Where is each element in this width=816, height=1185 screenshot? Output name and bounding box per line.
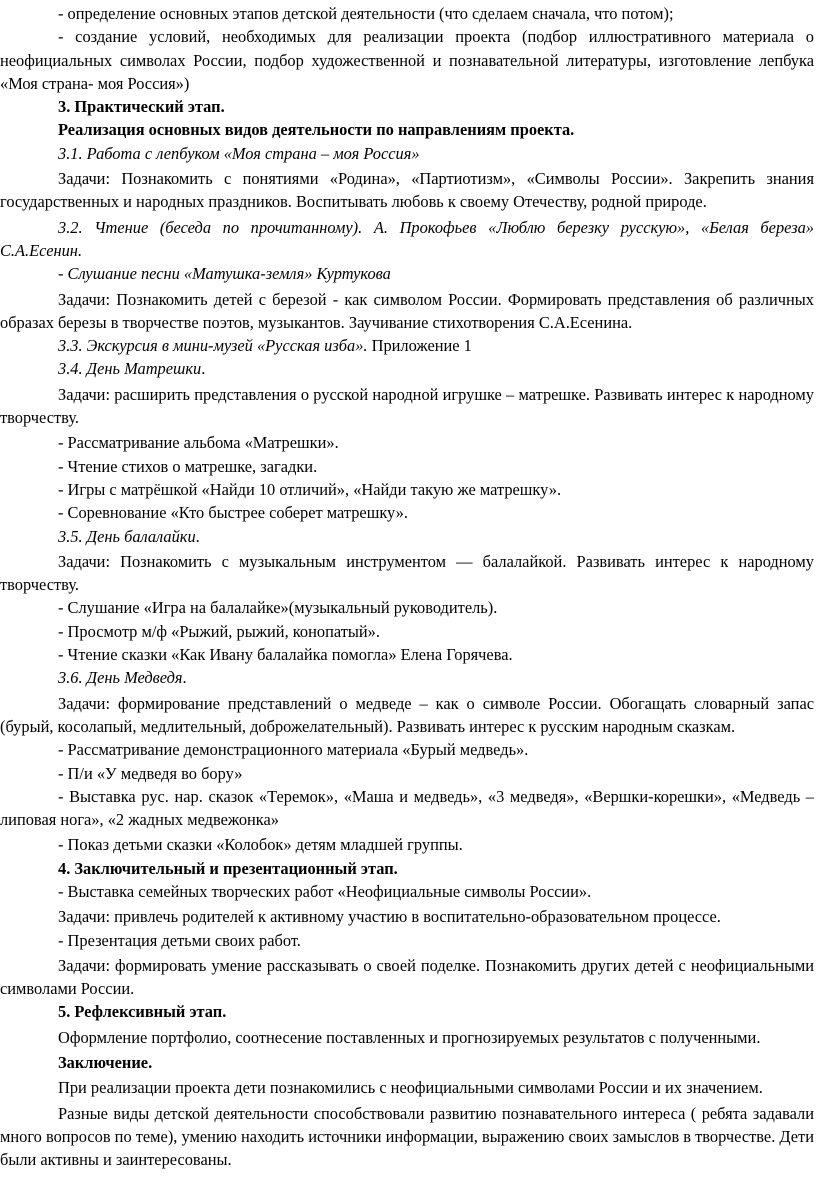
text-run: - Презентация детьми своих работ. <box>58 930 301 950</box>
text-run: - Чтение сказки «Как Ивану балалайка помогла» Елена Горячева. <box>58 645 513 665</box>
paragraph <box>0 525 816 548</box>
paragraph <box>0 596 816 619</box>
paragraph <box>0 1026 816 1049</box>
paragraph <box>0 142 816 165</box>
italic-text: - Слушание песни «Матушка-земля» Куртукова <box>58 264 391 284</box>
heading-text: 5. Рефлексивный этап. <box>58 1002 227 1022</box>
text-run: . <box>182 668 187 688</box>
italic-text: 3.5. День балалайки <box>58 526 196 546</box>
paragraph <box>0 643 816 666</box>
paragraph <box>0 954 816 1001</box>
italic-text: 3.2. Чтение (беседа по прочитанному). А. Прокофьев «Люблю березку русскую», «Белая береза» С.А.Есенин. <box>0 217 814 260</box>
paragraph <box>0 25 816 95</box>
text-run: - Игры с матрёшкой «Найди 10 отличий», «Найди такую же матрешку». <box>58 479 562 499</box>
text-run: Задачи: формировать умение рассказывать о своей поделке. Познакомить других детей с неофициальными символами России. <box>0 955 814 999</box>
italic-text: 3.3. Экскурсия в мини-музей «Русская изба». <box>58 336 368 356</box>
paragraph <box>0 95 816 118</box>
paragraph <box>0 118 816 141</box>
text-run: - Слушание «Игра на балалайке»(музыкальный руководитель). <box>58 598 498 618</box>
text-run: - Рассматривание демонстрационного материала «Бурый медведь». <box>58 740 529 760</box>
italic-text: 3.6. День Медведя <box>58 668 183 688</box>
paragraph <box>0 929 816 952</box>
paragraph <box>0 692 816 739</box>
text-run: Задачи: Познакомить с музыкальным инструментом — балалайкой. Развивать интерес к народному творчеству. <box>0 551 814 595</box>
text-run: - определение основных этапов детской деятельности (что сделаем сначала, что потом); <box>58 4 674 23</box>
paragraph <box>0 620 816 643</box>
text-run: - Выставка рус. нар. сказок «Теремок», «Маша и медведь», «3 медведя», «Вершки-корешки», «Медведь – липовая нога», «2 жадных медвежонка» <box>0 786 814 830</box>
text-run: При реализации проекта дети познакомились с неофициальными символами России и их значением. <box>58 1078 763 1098</box>
paragraph <box>0 785 816 832</box>
paragraph <box>0 357 816 380</box>
paragraph <box>0 501 816 524</box>
italic-text: 3.4. День Матрешки <box>58 359 202 379</box>
paragraph <box>0 550 816 597</box>
text-run: - Чтение стихов о матрешке, загадки. <box>58 456 318 476</box>
text-run: . <box>195 526 200 546</box>
paragraph <box>0 431 816 454</box>
text-run: - П/и «У медведя во бору» <box>58 763 243 783</box>
text-run: - Показ детьми сказки «Колобок» детям младшей группы. <box>58 835 463 855</box>
text-run: - Выставка семейных творческих работ «Неофициальные символы России». <box>58 881 592 901</box>
text-run: Задачи: расширить представления о русской народной игрушке – матрешке. Развивать интерес к народному творчеству. <box>0 384 814 428</box>
text-run: Задачи: формирование представлений о медведе – как о символе России. Обогащать словарный запас (бурый, косолапый, медлительный, доброжелательный). Развивать интерес к русским народным сказкам. <box>0 693 814 736</box>
paragraph <box>0 857 816 880</box>
text-run: - Просмотр м/ф «Рыжий, рыжий, конопатый». <box>58 621 380 641</box>
text-run: . <box>201 359 206 379</box>
paragraph <box>0 383 816 430</box>
paragraph <box>0 738 816 761</box>
paragraph <box>0 167 816 214</box>
paragraph <box>0 905 816 928</box>
paragraph <box>0 288 816 335</box>
text-run: - Соревнование «Кто быстрее соберет матрешку». <box>58 503 408 523</box>
paragraph <box>0 1076 816 1099</box>
paragraph <box>0 478 816 501</box>
text-run: Задачи: привлечь родителей к активному участию в воспитательно-образовательном процессе. <box>58 907 721 927</box>
text-run: Задачи: Познакомить с понятиями «Родина», «Партиотизм», «Символы России». Закрепить знания государственных и народных праздников. Воспитывать любовь к своему Отечеству, родной природе. <box>0 169 814 212</box>
paragraph <box>0 1051 816 1074</box>
paragraph <box>0 1000 816 1023</box>
paragraph <box>0 334 816 357</box>
text-run: Задачи: Познакомить детей с березой - как символом России. Формировать представления об различных образах березы в творчестве поэтов, музыкантов. Заучивание стихотворения С.А.Есенина. <box>0 289 814 332</box>
text-run: - Рассматривание альбома «Матрешки». <box>58 433 339 453</box>
text-run: Разные виды детской деятельности способствовали развитию познавательного интереса ( ребята задавали много вопросов по теме), умению находить источники информации, выражению своих замыслов в творчестве. Дети были активны и заинтересованы. <box>0 1103 814 1170</box>
text-run: - создание условий, необходимых для реализации проекта (подбор иллюстративного материала о неофициальных символах России, подбор художественной и познавательной литературы, изготовление лепбука «Моя страна- моя Россия») <box>0 27 814 93</box>
paragraph <box>0 833 816 856</box>
paragraph <box>0 2 816 25</box>
paragraph <box>0 455 816 478</box>
paragraph <box>0 1102 816 1172</box>
italic-text: 3.1. Работа с лепбуком «Моя страна – моя Россия» <box>58 143 420 163</box>
text-run: Приложение 1 <box>367 336 472 356</box>
paragraph <box>0 762 816 785</box>
heading-text: 3. Практический этап. <box>58 97 225 117</box>
heading-text: 4. Заключительный и презентационный этап. <box>58 858 398 878</box>
text-run: Оформление портфолио, соотнесение поставленных и прогнозируемых результатов с полученными. <box>58 1027 761 1047</box>
paragraph <box>0 666 816 689</box>
heading-text: Реализация основных видов деятельности по направлениям проекта. <box>58 120 575 140</box>
heading-text: Заключение. <box>58 1053 153 1073</box>
paragraph <box>0 262 816 285</box>
paragraph <box>0 216 816 263</box>
paragraph <box>0 880 816 903</box>
